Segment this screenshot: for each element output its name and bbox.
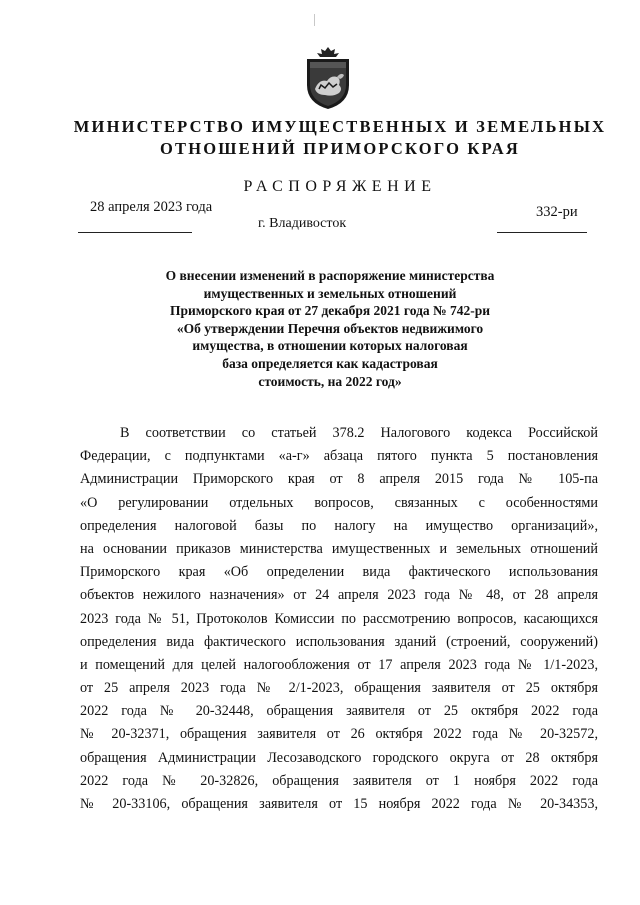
document-city: г. Владивосток [258, 216, 347, 231]
title-line: база определяется как кадастровая [222, 355, 438, 371]
title-line: имущества, в отношении которых налоговая [192, 338, 468, 354]
ministry-name-line-1: МИНИСТЕРСТВО ИМУЩЕСТВЕННЫХ И ЗЕМЕЛЬНЫХ [73, 117, 607, 136]
body-line: Приморского края «Об определении вида фактического использования [80, 564, 598, 581]
body-line: на основании приказов министерства имущественных и земельных отношений [80, 540, 598, 557]
primorsky-krai-coat-of-arms-icon [297, 45, 359, 111]
date-underline [78, 232, 192, 233]
body-line: 2022 года № 20-32448, обращения заявителя от 25 октября 2022 года [80, 703, 598, 720]
body-line: от 25 апреля 2023 года № 2/1-2023, обращения заявителя от 25 октября [80, 680, 598, 697]
number-underline [497, 232, 587, 233]
body-line: обращения Администрации Лесозаводского городского округа от 28 октября [80, 749, 598, 766]
body-line: 2023 года № 51, Протоколов Комиссии по рассмотрению вопросов, касающихся [80, 610, 598, 627]
ministry-name-line-2: ОТНОШЕНИЙ ПРИМОРСКОГО КРАЯ [159, 139, 520, 158]
body-line: № 20-32371, обращения заявителя от 26 октября 2022 года № 20-32572, [80, 726, 598, 743]
body-line: 2022 года № 20-32826, обращения заявителя от 1 ноября 2022 года [80, 772, 598, 789]
body-line: определения налоговой базы по налогу на имущество организаций», [80, 517, 598, 534]
scan-mark [314, 14, 315, 26]
title-line: имущественных и земельных отношений [203, 285, 457, 301]
body-line: Федерации, с подпунктами «а-г» абзаца пятого пункта 5 постановления [80, 448, 598, 465]
document-number: 332-ри [536, 204, 578, 220]
title-line: стоимость, на 2022 год» [258, 373, 402, 389]
document-date: 28 апреля 2023 года [90, 199, 213, 215]
document-type: РАСПОРЯЖЕНИЕ [243, 178, 437, 195]
title-line: «Об утверждении Перечня объектов недвижимого [176, 320, 484, 336]
body-line: Администрации Приморского края от 8 апреля 2015 года № 105-па [80, 471, 598, 488]
body-line: «О регулировании отдельных вопросов, связанных с особенностями [80, 494, 598, 511]
document-body [80, 422, 598, 816]
body-line: В соответствии со статьей 378.2 Налогового кодекса Российской [120, 425, 598, 441]
title-line: Приморского края от 27 декабря 2021 года № 742-ри [169, 303, 491, 319]
title-line: О внесении изменений в распоряжение министерства [165, 268, 495, 283]
body-line: № 20-33106, обращения заявителя от 15 ноября 2022 года № 20-34353, [80, 796, 598, 812]
body-line: определения вида фактического использования зданий (строений, сооружений) [80, 633, 598, 650]
document-title [140, 267, 520, 390]
body-line: объектов нежилого назначения» от 24 апреля 2023 года № 48, от 28 апреля [80, 587, 598, 604]
body-line: и помещений для целей налогообложения от 17 апреля 2023 года № 1/1-2023, [80, 656, 598, 673]
